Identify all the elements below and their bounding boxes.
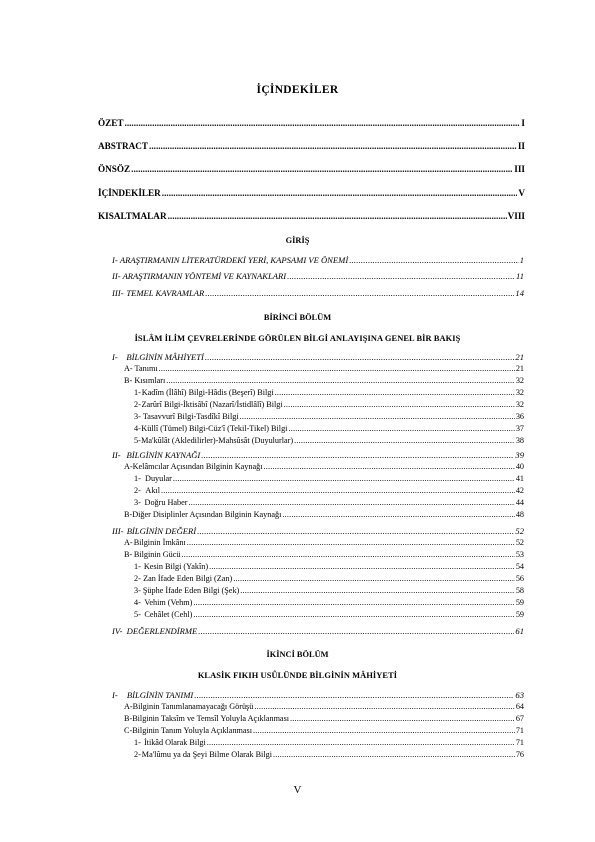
toc-entry[interactable] [124,538,524,547]
toc-entry[interactable] [112,255,524,265]
toc-entry-label: Bilginin Taksîm ve Temsîl Yoluyla Açıklanması [132,714,290,723]
toc-entry-label: Akıl [145,486,160,495]
toc-entry-page: III [514,164,525,174]
toc-entry-number: A- [124,364,133,373]
toc-entry-label: Diğer Disiplinler Açısından Bilginin Kaynağı [132,510,282,519]
toc-entry-label: Küllî (Tümel) Bilgi-Cüz'î (Tekil-Tikel) Bilgi [141,424,288,433]
page-title: İÇİNDEKİLER [256,84,339,96]
leader-dots [181,550,514,559]
toc-entry[interactable] [124,714,524,723]
leader-dots [282,510,514,519]
toc-entry[interactable] [134,574,524,583]
toc-entry-page: I [521,118,525,128]
toc-entry-number: II- [112,450,121,460]
toc-entry-label: Tanımı [134,364,158,373]
leader-dots [201,450,514,460]
toc-entry-label: ARAŞTIRMANIN LİTERATÜRDEKİ YERİ, KAPSAMI VE ÖNEMİ [119,255,349,265]
toc-entry-number: I- [112,352,118,362]
toc-entry-number: 2- [134,400,141,409]
leader-dots [233,574,515,583]
toc-entry-number: III- [112,288,124,298]
toc-entry-page: 36 [515,412,524,421]
leader-dots [149,141,517,151]
toc-entry-label: Kelâmcılar Açısından Bilginin Kaynağı [132,462,263,471]
toc-entry-page: 61 [515,626,524,636]
toc-entry-label: Bilginin Gücü [133,550,181,559]
toc-entry-number: A- [124,462,133,471]
toc-entry-label: BİLGİNİN TANIMI [126,690,194,700]
leader-dots [207,738,515,747]
toc-entry-number: 1- [134,474,141,483]
toc-entry[interactable] [134,738,524,747]
toc-entry-page: 38 [515,436,524,445]
toc-entry-label: Şüphe İfade Eden Bilgi (Şek) [142,586,240,595]
toc-entry-number: B- [124,510,133,519]
toc-entry-label: ABSTRACT [98,141,149,151]
leader-dots [161,486,515,495]
toc-entry-page: 11 [516,271,524,281]
toc-entry[interactable] [134,562,524,571]
toc-entry-number: 5- [134,436,141,445]
toc-entry-label: Cehâlet (Cehl) [144,610,193,619]
toc-entry-kisaltmalar[interactable] [98,211,525,221]
toc-entry-page: 63 [515,690,524,700]
leader-dots [173,474,515,483]
toc-entry-number: 1- [134,388,141,397]
toc-entry-icindekiler[interactable] [98,188,525,198]
toc-entry[interactable] [124,726,524,735]
toc-entry-label: Tasavvurî Bilgi-Tasdîkî Bilgi [142,412,239,421]
toc-entry-number: 4- [134,598,141,607]
toc-entry-page: 32 [515,400,524,409]
leader-dots [193,610,514,619]
toc-entry-label: Doğru Haber [144,498,188,507]
leader-dots [284,400,515,409]
toc-entry-number: 2- [134,486,141,495]
toc-entry-label: TEMEL KAVRAMLAR [126,288,205,298]
toc-entry-page: 58 [515,586,524,595]
section-subheading-birinci: İSLÂM İLİM ÇEVRELERİNDE GÖRÜLEN BİLGİ ANLAYIŞINA GENEL BİR BAKIŞ [134,334,461,343]
toc-entry-label: İtikâd Olarak Bilgi [143,738,206,747]
toc-entry-page: 54 [515,562,524,571]
leader-dots [168,211,507,221]
toc-entry-label: DEĞERLENDİRME [126,626,198,636]
leader-dots [240,586,515,595]
toc-entry-label: ÖZET [98,118,124,128]
toc-entry[interactable] [134,474,524,483]
toc-entry[interactable] [134,750,524,759]
leader-dots [294,436,515,445]
toc-entry[interactable] [124,550,524,559]
leader-dots [198,626,514,636]
toc-entry-label: BİLGİNİN DEĞERİ [126,526,197,536]
toc-entry[interactable] [134,388,524,397]
toc-entry-page: 32 [515,388,524,397]
leader-dots [197,526,514,536]
page-number: V [293,784,302,796]
leader-dots [166,376,515,385]
toc-entry[interactable] [124,376,524,385]
toc-entry-label: Kadîm (İlâhî) Bilgi-Hâdis (Beşerî) Bilgi [141,388,274,397]
toc-entry[interactable] [112,352,524,362]
leader-dots [205,288,514,298]
toc-entry-number: 5- [134,610,141,619]
toc-entry-label: Zarûrî Bilgi-İktisâbî (Nazarî/İstidlâlî) Bilgi [141,400,283,409]
toc-entry-onsoz[interactable] [98,164,525,174]
toc-entry-page: 59 [515,610,524,619]
leader-dots [189,498,515,507]
leader-dots [205,352,514,362]
section-heading-ikinci: İKİNCİ BÖLÜM [266,650,329,659]
toc-entry-number: III- [112,526,124,536]
leader-dots [240,412,515,421]
toc-entry-number: B- [124,550,133,559]
section-heading-birinci: BİRİNCİ BÖLÜM [263,313,332,322]
leader-dots [131,164,513,174]
toc-entry-label: Bilginin İmkânı [133,538,186,547]
toc-entry[interactable] [134,486,524,495]
leader-dots [290,714,515,723]
toc-entry-page: 56 [515,574,524,583]
toc-entry[interactable] [134,400,524,409]
toc-entry[interactable] [134,610,524,619]
toc-entry-number: 4- [134,424,141,433]
toc-entry-page: 71 [515,726,524,735]
toc-entry-page: 48 [515,510,524,519]
toc-entry[interactable] [134,436,524,445]
toc-entry-number: C- [124,726,133,735]
toc-entry-page: V [518,188,525,198]
section-heading-giris: GİRİŞ [285,236,310,245]
toc-entry-number: 3- [134,498,141,507]
toc-entry-page: 52 [515,538,524,547]
toc-entry-number: 1- [134,738,141,747]
toc-entry-page: II [517,141,525,151]
leader-dots [162,188,518,198]
toc-entry[interactable] [134,586,524,595]
leader-dots [349,255,519,265]
toc-entry-label: Duyular [145,474,172,483]
toc-entry-page: 42 [515,486,524,495]
toc-entry[interactable] [112,526,524,536]
toc-entry-page: 1 [519,255,524,265]
toc-entry-number: 1- [134,562,141,571]
toc-entry-number: 3- [134,412,141,421]
toc-entry-label: KISALTMALAR [98,211,167,221]
toc-entry-number: A- [124,702,133,711]
toc-entry-page: 39 [515,450,524,460]
toc-entry-label: BİLGİNİN KAYNAĞI [126,450,201,460]
toc-entry[interactable] [124,702,524,711]
leader-dots [194,690,514,700]
toc-entry-number: I- [112,255,118,265]
toc-entry[interactable] [124,462,524,471]
toc-entry-number: B- [124,376,133,385]
toc-entry-page: 32 [515,376,524,385]
toc-entry-page: 21 [515,364,524,373]
leader-dots [125,118,521,128]
toc-entry-label: Kısımları [134,376,166,385]
leader-dots [209,562,515,571]
leader-dots [273,750,515,759]
toc-entry-label: Vehim (Vehm) [144,598,193,607]
toc-entry-label: BİLGİNİN MÂHİYETİ [126,352,204,362]
toc-entry-page: VIII [507,211,525,221]
leader-dots [193,598,514,607]
leader-dots [253,726,515,735]
toc-entry-number: I- [112,690,118,700]
toc-entry-label: Zan İfade Eden Bilgi (Zan) [143,574,233,583]
toc-entry-page: 67 [515,714,524,723]
leader-dots [187,538,515,547]
toc-entry-number: IV- [112,626,123,636]
toc-entry-page: 21 [515,352,524,362]
toc-entry[interactable] [134,498,524,507]
toc-entry-label: Kesin Bilgi (Yakîn) [143,562,209,571]
toc-entry[interactable] [112,271,524,281]
leader-dots [287,271,515,281]
toc-entry-abstract[interactable] [98,141,525,151]
toc-entry-page: 14 [515,288,524,298]
toc-entry[interactable] [112,450,524,460]
toc-entry-page: 41 [515,474,524,483]
toc-entry[interactable] [112,288,524,298]
toc-entry[interactable] [134,412,524,421]
toc-entry-number: 3- [134,586,141,595]
toc-entry-label: ARAŞTIRMANIN YÖNTEMİ VE KAYNAKLARI [122,271,287,281]
toc-entry[interactable] [124,364,524,373]
toc-entry[interactable] [134,598,524,607]
toc-entry-number: II- [112,271,121,281]
toc-entry-page: 44 [515,498,524,507]
toc-entry[interactable] [124,510,524,519]
toc-entry-number: 2- [134,574,141,583]
toc-entry-number: B- [124,714,133,723]
toc-entry-label: ÖNSÖZ [98,164,131,174]
toc-entry-ozet[interactable] [98,118,525,128]
toc-entry-page: 52 [515,526,524,536]
toc-entry[interactable] [134,424,524,433]
toc-entry-label: Ma'kûlât (Akledilirler)-Mahsûsât (Duyulurlar) [141,436,294,445]
leader-dots [159,364,515,373]
leader-dots [254,702,514,711]
toc-entry[interactable] [112,690,524,700]
toc-entry-label: Ma'lûmu ya da Şeyi Bilme Olarak Bilgi [141,750,272,759]
leader-dots [288,424,514,433]
toc-entry-page: 64 [515,702,524,711]
toc-entry-number: A- [124,538,133,547]
toc-entry-number: 2- [134,750,141,759]
toc-entry-page: 37 [515,424,524,433]
toc-entry-page: 76 [515,750,524,759]
toc-entry-page: 71 [515,738,524,747]
toc-entry[interactable] [112,626,524,636]
toc-entry-page: 59 [515,598,524,607]
section-subheading-ikinci: KLASİK FIKIH USÛLÜNDE BİLGİNİN MÂHİYETİ [197,671,398,680]
toc-entry-label: Bilginin Tanım Yoluyla Açıklanması [132,726,253,735]
toc-entry-page: 53 [515,550,524,559]
leader-dots [263,462,514,471]
leader-dots [275,388,515,397]
toc-entry-label: Bilginin Tanımlanamayacağı Görüşü [132,702,254,711]
toc-entry-label: İÇİNDEKİLER [98,188,161,198]
toc-entry-page: 40 [515,462,524,471]
